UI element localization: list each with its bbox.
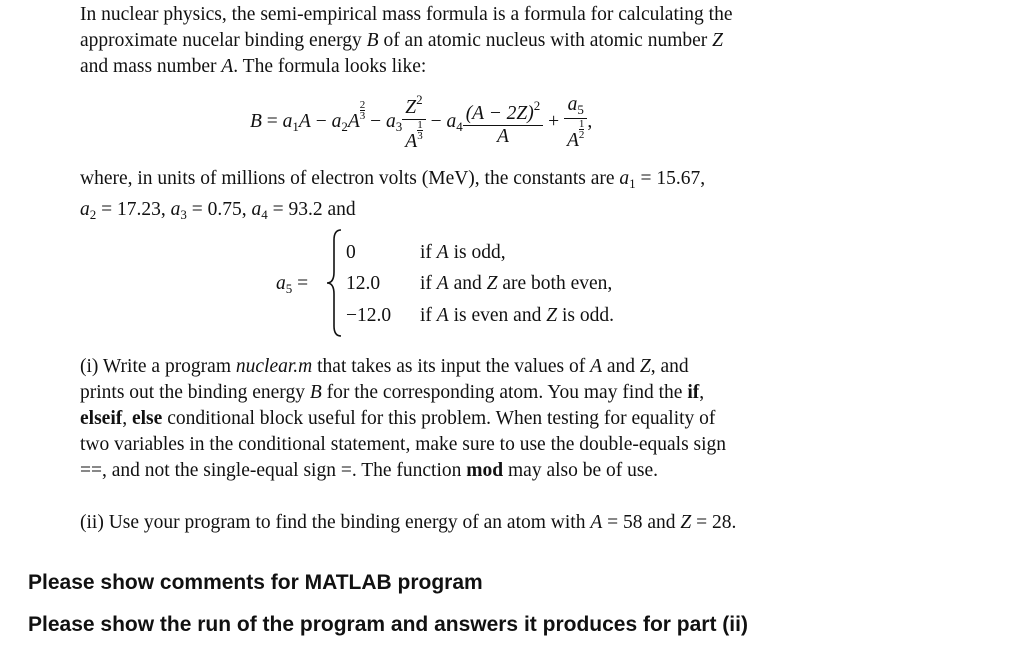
- case-row-1: 0: [346, 242, 356, 263]
- constants-line-2: $a_2 = 17.23$, $a_3 = 0.75$, $a_4 = 93.2$ and: [80, 199, 356, 222]
- intro-paragraph: [80, 2, 860, 80]
- left-brace: [324, 228, 344, 338]
- part-i-paragraph: [80, 354, 860, 484]
- intro-line-2: approximate nucelar binding energy B of an atomic nucleus with atomic number Z: [80, 30, 723, 51]
- case-row-1-condition: if A is odd,: [420, 242, 506, 263]
- case-row-2: 12.0: [346, 273, 381, 294]
- case-row-3: −12.0: [346, 305, 392, 326]
- intro-line-3: and mass number A. The formula looks like:: [80, 56, 427, 77]
- part-i-line-5: ==, and not the single-equal sign =. The function mod may also be of use.: [80, 460, 659, 481]
- constants-line-1: where, in units of millions of electron volts (MeV), the constants are $a_1 = 15.67$,: [80, 168, 706, 191]
- case-row-2-condition: if A and Z are both even,: [420, 273, 613, 294]
- part-ii-paragraph: (ii) Use your program to find the binding energy of an atom with A = 58 and Z = 28.: [80, 512, 737, 533]
- a5-definition-lhs: $a_5$ =: [276, 273, 309, 296]
- request-comments: Please show comments for MATLAB program: [28, 571, 483, 594]
- part-i-line-2: prints out the binding energy B for the corresponding atom. You may find the if,: [80, 382, 705, 403]
- fraction-asymmetry: $\frac{(A - 2Z)^2}{A}$: [463, 98, 544, 148]
- binding-energy-formula: $B = a_1A - a_2A$ $\frac{2}{3}$ − $a_3$ $Z^2$ A $\frac{1}{3}$ − $a_4$ $\frac{(A - 2Z)^2}{A}$ + $a_5$ A $\frac{1}{2}$ ,: [250, 92, 593, 152]
- intro-line-1: In nuclear physics, the semi-empirical mass formula is a formula for calculating the: [80, 4, 733, 25]
- fraction-z2-over-a: $Z^2$ A $\frac{1}{3}$: [402, 92, 425, 153]
- request-run-output: Please show the run of the program and answers it produces for part (ii): [28, 613, 748, 636]
- case-row-3-condition: if A is even and Z is odd.: [420, 305, 614, 326]
- part-i-line-3: elseif, else conditional block useful for this problem. When testing for equality of: [80, 408, 716, 429]
- constants-paragraph: [80, 166, 860, 228]
- part-i-line-4: two variables in the conditional statement, make sure to use the double-equals sign: [80, 434, 727, 455]
- fraction-pairing: $a_5$ A $\frac{1}{2}$: [564, 94, 587, 152]
- part-i-line-1: (i) Write a program nuclear.m that takes as its input the values of A and Z, and: [80, 356, 689, 377]
